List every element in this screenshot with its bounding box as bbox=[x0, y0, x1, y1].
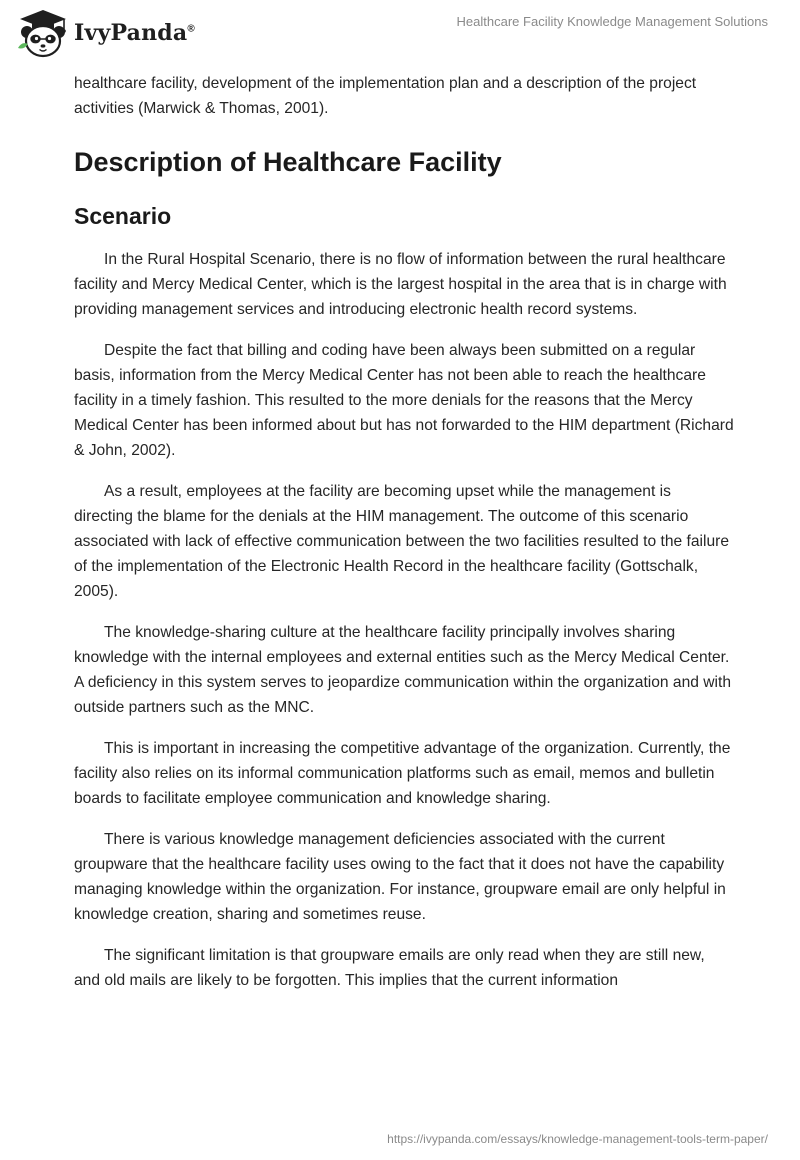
paragraph: The knowledge-sharing culture at the healthcare facility principally involves sharing knowledge with the internal employees and external entities such as the Mercy Medical Center. A deficiency in this system serves to jeopardize communication within the organization and with outside partners such as the MNC. bbox=[74, 624, 732, 716]
paragraph: The significant limitation is that groupware emails are only read when they are still new, and old mails are likely to be forgotten. This implies that the current information bbox=[74, 947, 705, 989]
paragraph: In the Rural Hospital Scenario, there is no flow of information between the rural healthcare facility and Mercy Medical Center, which is the largest hospital in the area that is in charge with providing management services and introducing electronic health record systems. bbox=[74, 251, 727, 318]
page-header bbox=[0, 0, 800, 64]
panda-graduate-icon bbox=[14, 8, 72, 58]
paragraph: There is various knowledge management deficiencies associated with the current groupware that the healthcare facility uses owing to the fact that it does not have the capability managing knowledge within the organization. For instance, groupware email are only helpful in knowledge creation, sharing and sometimes reuse. bbox=[74, 831, 726, 923]
article-body bbox=[74, 71, 734, 1009]
source-url[interactable]: https://ivypanda.com/essays/knowledge-management-tools-term-paper/ bbox=[387, 1132, 768, 1146]
document-title: Healthcare Facility Knowledge Management Solutions bbox=[456, 14, 768, 29]
brand-logo[interactable] bbox=[14, 8, 195, 58]
section-heading: Description of Healthcare Facility bbox=[74, 147, 502, 177]
paragraph: This is important in increasing the competitive advantage of the organization. Currently, the facility also relies on its informal communication platforms such as email, memos and bulletin boards to facilitate employee communication and knowledge sharing. bbox=[74, 740, 731, 807]
paragraph: As a result, employees at the facility are becoming upset while the management is directing the blame for the denials at the HIM management. The outcome of this scenario associated with lack of effective communication between the two facilities resulted to the failure of the implementation of the Electronic Health Record in the healthcare facility (Gottschalk, 2005). bbox=[74, 483, 729, 600]
brand-name: IvyPanda® bbox=[74, 20, 195, 46]
intro-paragraph: healthcare facility, development of the implementation plan and a description of the project activities (Marwick & Thomas, 2001). bbox=[74, 75, 697, 117]
registered-mark: ® bbox=[187, 23, 195, 35]
paragraph: Despite the fact that billing and coding have been always been submitted on a regular basis, information from the Mercy Medical Center has not been able to reach the healthcare facility in a timely fashion. This resulted to the more denials for the reasons that the Mercy Medical Center has been informed about but has not forwarded to the HIM department (Richard & John, 2002). bbox=[74, 342, 734, 459]
subsection-heading: Scenario bbox=[74, 203, 172, 229]
